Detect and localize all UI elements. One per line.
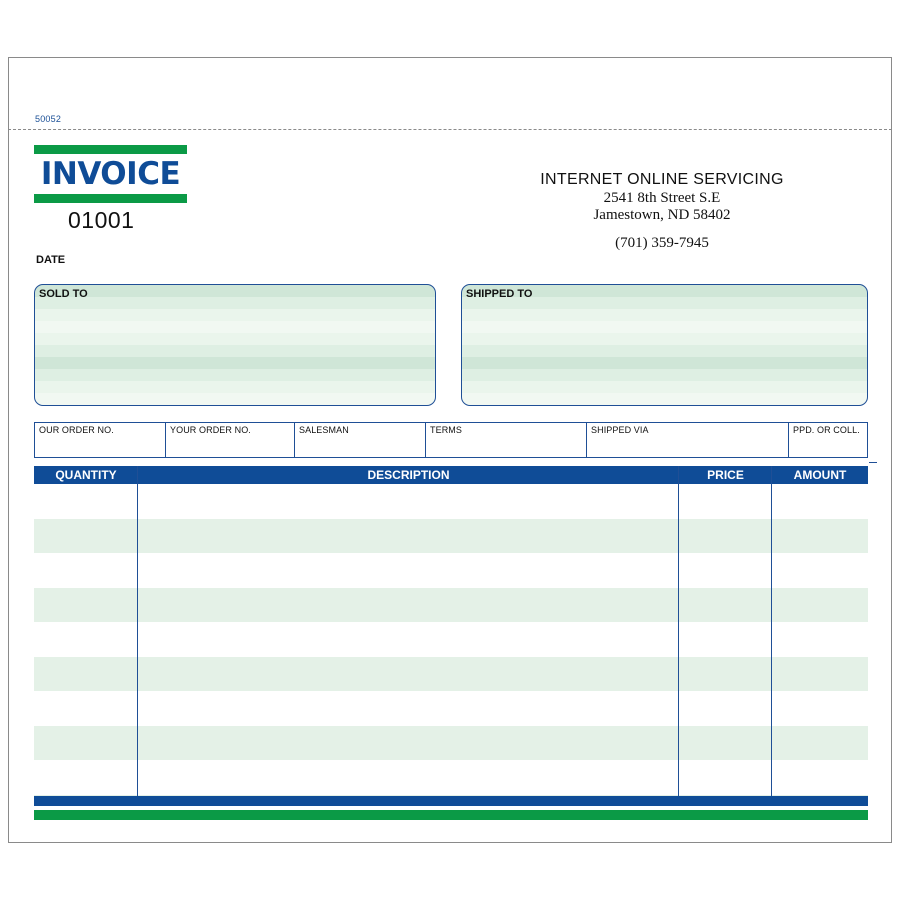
company-city: Jamestown, ND 58402 <box>593 207 731 223</box>
column-header-description: DESCRIPTION <box>367 468 450 482</box>
footer-bar-blue <box>34 796 868 806</box>
column-header-price: PRICE <box>707 468 744 482</box>
ppd-or-coll-field[interactable]: PPD. OR COLL. <box>793 425 860 435</box>
margin-tick <box>869 462 877 463</box>
invoice-logo <box>34 145 187 203</box>
shipped-to-label: SHIPPED TO <box>466 288 533 300</box>
shipped-via-field[interactable]: SHIPPED VIA <box>587 423 789 457</box>
our-order-no-field[interactable]: OUR ORDER NO. <box>35 423 166 457</box>
order-info-row <box>34 422 868 458</box>
company-block <box>480 170 844 252</box>
column-divider <box>771 466 772 796</box>
your-order-no-field[interactable]: YOUR ORDER NO. <box>166 423 295 457</box>
logo-bar-top <box>34 145 187 154</box>
invoice-number: 01001 <box>68 207 135 233</box>
company-street: 2541 8th Street S.E <box>603 190 721 206</box>
items-body[interactable] <box>34 484 868 796</box>
items-table <box>34 466 868 796</box>
date-label: DATE <box>36 254 66 266</box>
footer-bar-green <box>34 810 868 820</box>
salesman-field[interactable]: SALESMAN <box>295 423 426 457</box>
terms-field[interactable]: TERMS <box>426 423 587 457</box>
shipped-to-box[interactable] <box>461 284 868 406</box>
column-divider <box>678 466 679 796</box>
sold-to-box[interactable] <box>34 284 436 406</box>
column-header-quantity: QUANTITY <box>55 468 117 482</box>
logo-bar-bottom <box>34 194 187 203</box>
sold-to-label: SOLD TO <box>39 288 88 300</box>
logo-text: INVOICE <box>40 156 181 192</box>
items-header <box>34 466 868 484</box>
perforation-line <box>8 129 892 130</box>
form-code: 50052 <box>35 114 62 124</box>
company-phone: (701) 359-7945 <box>615 235 709 251</box>
column-header-amount: AMOUNT <box>793 468 847 482</box>
column-divider <box>137 466 138 796</box>
company-name: INTERNET ONLINE SERVICING <box>540 171 784 188</box>
